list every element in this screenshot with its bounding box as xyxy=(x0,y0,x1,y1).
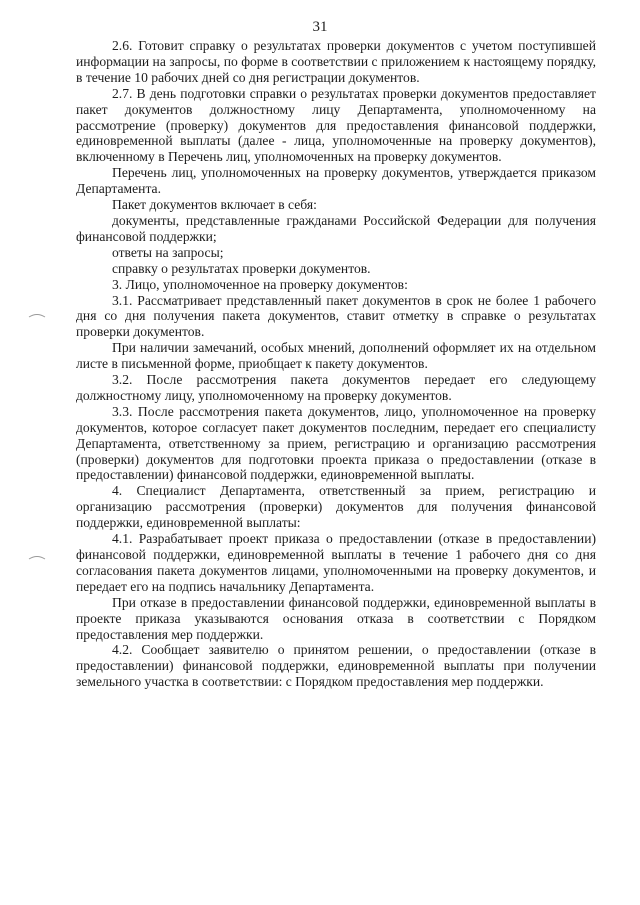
paragraph-3-2: 3.2. После рассмотрения пакета документов передает его следующему должностному лицу, уполномоченному на проверку документов. xyxy=(76,372,596,403)
paragraph-2-6: 2.6. Готовит справку о результатах проверки документов с учетом поступившей информации на запросы, по форме в соответствии с приложением к настоящему порядку, в течение 10 рабочих дней со дня регистрации документов. xyxy=(76,38,596,85)
scan-mark xyxy=(28,555,46,561)
paragraph-2-7: 2.7. В день подготовки справки о результатах проверки документов предоставляет пакет документов должностному лицу Департамента, уполномоченному на рассмотрение (проверку) документов для предоставления финансовой поддержки, единовременной выплаты (далее - лица, уполномоченные на проверку документов), включенному в Перечень лиц, уполномоченных на проверку документов. xyxy=(76,85,596,165)
paragraph-package-item-answers: ответы на запросы; xyxy=(112,244,224,260)
paragraph-package-includes: Пакет документов включает в себя: xyxy=(112,197,317,213)
scan-mark xyxy=(28,313,46,319)
document-body xyxy=(76,38,596,690)
paragraph-3-1: 3.1. Рассматривает представленный пакет документов в срок не более 1 рабочего дня со дня получения пакета документов, ставит отметку в справке о результатах проверки документов. xyxy=(76,292,596,340)
paragraph-4: 4. Специалист Департамента, ответственный за прием, регистрацию и организацию рассмотрения (проверки) документов для получения финансовой поддержки, единовременной выплаты: xyxy=(76,483,596,531)
paragraph-package-item-reference: справку о результатах проверки документов. xyxy=(112,260,371,276)
paragraph-3-3: 3.3. После рассмотрения пакета документов, лицо, уполномоченное на проверку документов, которое согласует пакет документов последним, передает его специалисту Департамента, ответственному за прием, регистрацию и организацию рассмотрения (проверки) документов для подготовки проекта приказа о предоставлении (отказе в предоставлении) финансовой поддержки, единовременной выплаты. xyxy=(76,403,596,483)
paragraph-remarks: При наличии замечаний, особых мнений, дополнений оформляет их на отдельном листе в письменной форме, приобщает к пакету документов. xyxy=(76,340,596,372)
paragraph-4-2: 4.2. Сообщает заявителю о принятом решении, о предоставлении (отказе в предоставлении) финансовой поддержки, единовременной выплаты при получении земельного участка в соответствии: с Порядком предоставления мер поддержки. xyxy=(76,642,596,690)
paragraph-list-approval: Перечень лиц, уполномоченных на проверку документов, утверждается приказом Департамента. xyxy=(76,165,596,197)
paragraph-refusal: При отказе в предоставлении финансовой поддержки, единовременной выплаты в проекте приказа указываются основания отказа в соответствии с Порядком предоставления мер поддержки. xyxy=(76,594,596,642)
paragraph-4-1: 4.1. Разрабатывает проект приказа о предоставлении (отказе в предоставлении) финансовой поддержки, единовременной выплаты в течение 1 рабочего дня со дня согласования пакета документов лицами, уполномоченными на проверку документов, и передает его на подпись начальнику Департамента. xyxy=(76,531,596,594)
paragraph-3: 3. Лицо, уполномоченное на проверку документов: xyxy=(112,276,408,292)
paragraph-package-item-documents: документы, представленные гражданами Российской Федерации для получения финансовой поддержки; xyxy=(76,212,596,244)
page-number: 31 xyxy=(312,19,328,35)
